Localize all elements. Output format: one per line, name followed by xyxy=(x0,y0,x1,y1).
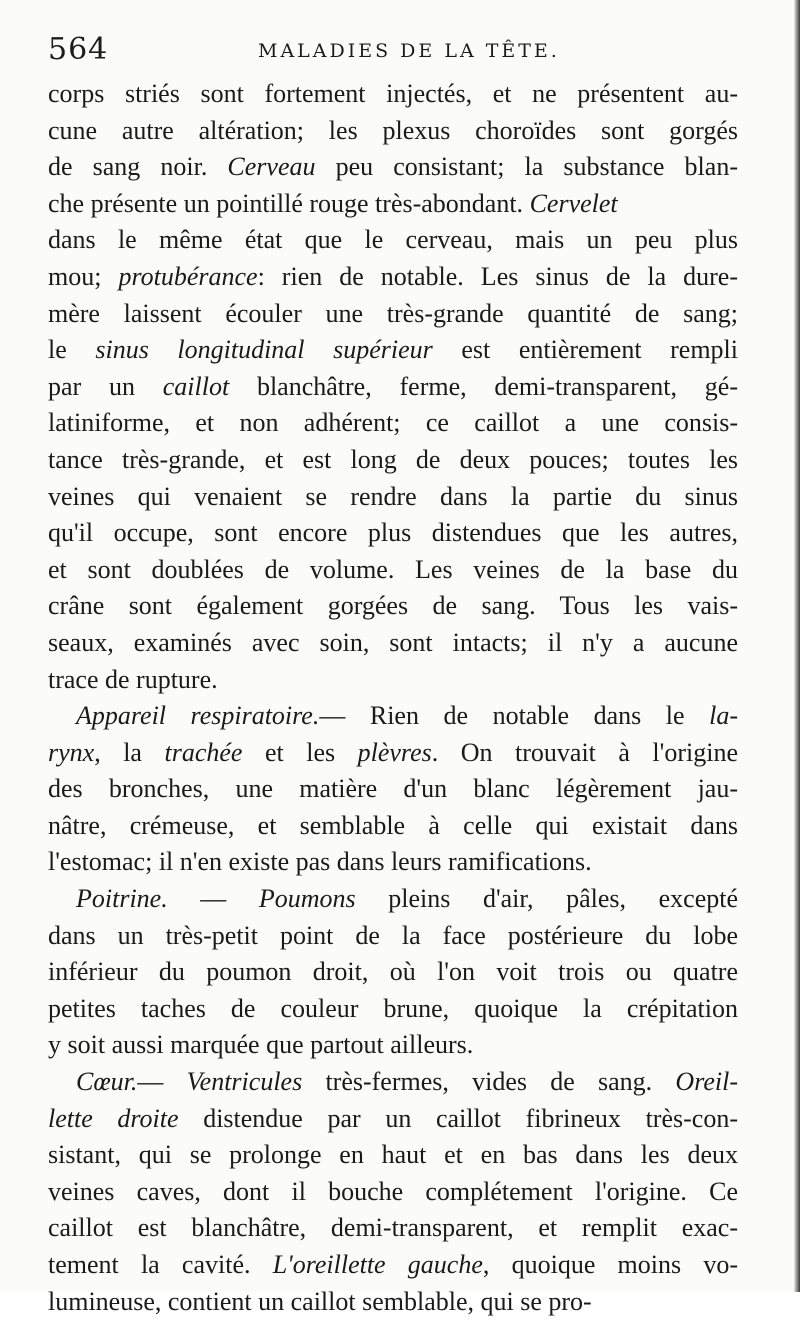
text-line xyxy=(48,369,738,406)
text-run: crâne sont également gorgées de sang. Tous les vais- xyxy=(48,591,738,621)
page-edge-shadow xyxy=(794,0,800,1292)
text-run: . On trouvait à l'origine xyxy=(431,737,738,767)
text-run: est entièrement rempli xyxy=(432,335,739,365)
text-line xyxy=(48,698,738,735)
text-run: dans un très-petit point de la face postérieure du lobe xyxy=(48,920,738,950)
text-run: et sont doublées de volume. Les veines de la base du xyxy=(48,554,738,584)
text-run: peu consistant; la substance blan- xyxy=(315,152,738,182)
text-run: y soit aussi marquée que partout ailleurs. xyxy=(48,1030,474,1060)
text-line xyxy=(48,76,738,113)
text-run: le xyxy=(48,335,96,365)
italic-run: la- xyxy=(709,701,738,731)
text-line xyxy=(48,186,738,223)
italic-run: sinus longitudinal supérieur xyxy=(95,335,433,365)
italic-run: caillot xyxy=(162,371,230,401)
text-line xyxy=(48,771,738,808)
text-run: dans le même état que le cerveau, mais un peu plus xyxy=(48,225,738,255)
italic-run: Cervelet xyxy=(529,188,618,218)
italic-run: Poitrine. xyxy=(76,884,168,914)
text-run: qu'il occupe, sont encore plus distendues que les autres, xyxy=(48,518,738,548)
text-run: seaux, examinés avec soin, sont intacts; il n'y a aucune xyxy=(48,627,738,657)
text-line xyxy=(48,881,738,918)
text-run: veines caves, dont il bouche complétement l'origine. Ce xyxy=(48,1176,738,1206)
text-line xyxy=(48,1137,738,1174)
text-run: — xyxy=(137,1067,187,1097)
text-line xyxy=(48,588,738,625)
text-run: tance très-grande, et est long de deux pouces; toutes les xyxy=(48,444,738,474)
text-run: très-fermes, vides de sang. xyxy=(302,1067,676,1097)
text-line xyxy=(48,1210,738,1247)
text-line xyxy=(48,662,738,699)
italic-run: lette droite xyxy=(48,1103,179,1133)
text-run: che présente un pointillé rouge très-abondant. xyxy=(48,188,530,218)
text-run: caillot est blanchâtre, demi-transparent, et remplit exac- xyxy=(48,1213,738,1243)
text-line xyxy=(48,442,738,479)
text-line xyxy=(48,515,738,552)
text-line xyxy=(48,259,738,296)
text-run: sistant, qui se prolonge en haut et en bas dans les deux xyxy=(48,1140,738,1170)
italic-run: Poumons xyxy=(258,884,356,914)
page-number: 564 xyxy=(48,32,109,67)
text-run: l'estomac; il n'en existe pas dans leurs ramifications. xyxy=(48,847,592,877)
italic-run: trachée xyxy=(164,737,243,767)
text-line xyxy=(48,479,738,516)
text-run: petites taches de couleur brune, quoique la crépitation xyxy=(48,993,738,1023)
italic-run: Cœur. xyxy=(76,1067,138,1097)
text-run: blanchâtre, ferme, demi-transparent, gé- xyxy=(229,371,739,401)
text-line xyxy=(48,954,738,991)
text-line xyxy=(48,405,738,442)
italic-run: rynx xyxy=(48,737,95,767)
italic-run: Appareil respiratoire. xyxy=(76,701,320,731)
text-line xyxy=(48,991,738,1028)
text-run: latiniforme, et non adhérent; ce caillot a une consis- xyxy=(48,408,738,438)
text-run: — xyxy=(167,884,259,914)
text-run: , la xyxy=(94,737,165,767)
text-line xyxy=(48,332,738,369)
italic-run: Cerveau xyxy=(227,152,316,182)
text-line xyxy=(48,918,738,955)
text-line xyxy=(48,1174,738,1211)
text-run: pleins d'air, pâles, excepté xyxy=(355,884,738,914)
text-run: , quoique moins vo- xyxy=(482,1250,738,1279)
text-run: par un xyxy=(48,371,163,401)
text-line xyxy=(48,222,738,259)
text-run: : rien de notable. Les sinus de la dure- xyxy=(257,261,738,291)
text-line xyxy=(48,625,738,662)
text-run: nâtre, crémeuse, et semblable à celle qui existait dans xyxy=(48,810,738,840)
italic-run: protubérance xyxy=(118,261,258,291)
text-run: des bronches, une matière d'un blanc légèrement jau- xyxy=(48,774,738,804)
text-run: distendue par un caillot fibrineux très-con- xyxy=(178,1103,738,1133)
text-run: lumineuse, contient un caillot semblable, qui se pro- xyxy=(48,1286,592,1316)
text-run: inférieur du poumon droit, où l'on voit trois ou quatre xyxy=(48,957,738,987)
running-title: MALADIES DE LA TÊTE. xyxy=(258,40,560,62)
text-line xyxy=(48,1284,738,1320)
text-line xyxy=(48,808,738,845)
italic-run: Oreil- xyxy=(675,1067,738,1097)
text-line xyxy=(48,113,738,150)
text-run: mère laissent écouler une très-grande quantité de sang; xyxy=(48,298,738,328)
running-head xyxy=(48,30,738,70)
text-line xyxy=(48,552,738,589)
body-text xyxy=(48,76,738,1320)
text-line xyxy=(48,844,738,881)
text-run: trace de rupture. xyxy=(48,664,218,694)
text-line xyxy=(48,1064,738,1101)
italic-run: L'oreillette gauche xyxy=(272,1250,483,1279)
text-line xyxy=(48,1027,738,1064)
text-line xyxy=(48,296,738,333)
text-run: de sang noir. xyxy=(48,152,228,182)
text-run: et les xyxy=(242,737,358,767)
text-run: cune autre altération; les plexus choroïdes sont gorgés xyxy=(48,115,738,145)
text-run: corps striés sont fortement injectés, et ne présentent au- xyxy=(48,79,738,108)
text-line xyxy=(48,735,738,772)
text-run: tement la cavité. xyxy=(48,1250,273,1279)
text-run: — Rien de notable dans le xyxy=(319,701,710,731)
text-line xyxy=(48,149,738,186)
text-line xyxy=(48,1101,738,1138)
text-line xyxy=(48,1247,738,1284)
italic-run: plèvres xyxy=(357,737,432,767)
text-run: mou; xyxy=(48,261,119,291)
text-run: veines qui venaient se rendre dans la partie du sinus xyxy=(48,481,738,511)
italic-run: Ventricules xyxy=(186,1067,303,1097)
